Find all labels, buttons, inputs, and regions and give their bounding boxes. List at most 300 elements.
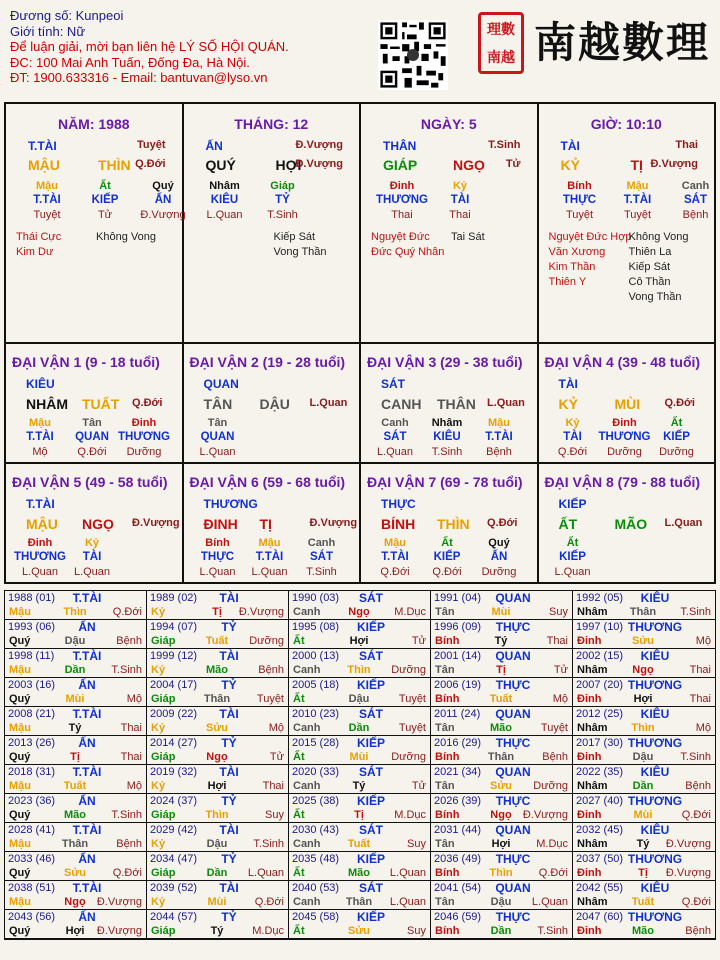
dai-van-chi: MÃO xyxy=(614,516,648,532)
hidden-god: T.TÀI xyxy=(623,194,652,206)
dai-van-chi-god: Đ.Vượng xyxy=(309,517,358,529)
year-god: TÀI xyxy=(219,823,239,837)
hidden-god: THƯƠNG xyxy=(14,551,66,563)
dai-van-chi: DẬU xyxy=(259,396,290,412)
year-cell xyxy=(289,620,431,649)
year-label: 2011 (24) xyxy=(434,708,481,720)
hidden-god: QUAN xyxy=(200,431,235,443)
year-cell xyxy=(431,881,573,910)
year-can: Kỷ xyxy=(151,896,166,908)
year-label: 1990 (03) xyxy=(292,592,340,604)
year-cell xyxy=(147,591,289,620)
year-cell xyxy=(431,794,573,823)
hidden-stem: Canh xyxy=(381,417,409,429)
hidden-god: THƯƠNG xyxy=(598,431,651,443)
year-label: 1992 (05) xyxy=(576,592,624,604)
hidden-god: TÀI xyxy=(82,551,102,563)
year-god: KIẾP xyxy=(356,736,385,750)
year-god: TÀI xyxy=(219,649,239,663)
year-status: Tuyệt xyxy=(398,693,426,705)
year-cell xyxy=(573,591,715,620)
hidden-status: T.Sinh xyxy=(306,566,337,578)
hidden-god: TỶ xyxy=(275,194,290,206)
year-cell xyxy=(573,881,715,910)
dai-van-2 xyxy=(184,344,362,462)
year-status: Tử xyxy=(553,664,568,676)
hidden-stem: Đinh xyxy=(131,417,157,429)
dai-van-chi-god: Q.Đới xyxy=(132,397,163,409)
year-god: TỶ xyxy=(221,852,237,866)
hidden-god: KIÊU xyxy=(433,431,461,443)
hidden-god: KIẾP xyxy=(559,551,586,563)
hidden-status: T.Sinh xyxy=(431,446,463,458)
year-chi: Tuất xyxy=(347,838,371,850)
year-chi: Tị xyxy=(70,751,80,763)
year-chi: Hợi xyxy=(633,693,653,705)
year-can: Nhâm xyxy=(577,780,608,792)
year-status: Tử xyxy=(411,780,426,792)
hidden-stem: Canh xyxy=(681,180,710,192)
year-label: 1988 (01) xyxy=(8,592,56,604)
star-right: Vong Thần xyxy=(628,291,682,303)
year-god: T.TÀI xyxy=(72,823,102,837)
year-status: Suy xyxy=(407,838,426,850)
year-status: T.Sinh xyxy=(111,664,142,676)
pillar-god: T.TÀI xyxy=(28,139,57,153)
year-chi: Tý xyxy=(210,925,224,937)
year-status: M.Dục xyxy=(394,809,426,821)
year-status: Bệnh xyxy=(116,635,142,647)
year-label: 2043 (56) xyxy=(8,911,56,923)
year-label: 2038 (51) xyxy=(8,882,56,894)
year-can: Nhâm xyxy=(577,722,608,734)
hidden-god: T.TÀI xyxy=(26,431,54,443)
year-cell xyxy=(5,678,147,707)
year-god: SÁT xyxy=(359,649,383,663)
year-label: 2009 (22) xyxy=(150,708,198,720)
star-right: Tai Sát xyxy=(451,231,485,243)
pillar-god: ẤN xyxy=(205,139,223,153)
year-status: Tuyệt xyxy=(398,722,426,734)
logo-title: 南越數理 xyxy=(534,18,711,67)
year-god: THƯƠNG xyxy=(627,620,683,634)
year-cell xyxy=(5,591,147,620)
year-god: KIẾP xyxy=(356,910,385,924)
year-status: Mộ xyxy=(552,693,568,705)
pillar-god-status: Thai xyxy=(675,139,698,151)
hidden-god: KIẾP xyxy=(433,551,461,563)
hidden-god: THỰC xyxy=(200,551,235,563)
year-cell xyxy=(431,852,573,881)
year-label: 2044 (57) xyxy=(150,911,198,923)
hidden-stem: Đinh xyxy=(389,180,415,192)
year-chi: Hợi xyxy=(65,925,85,937)
hidden-status: L.Quan xyxy=(554,566,591,578)
star-right: Không Vong xyxy=(96,231,156,243)
hidden-status: Thai xyxy=(449,209,471,221)
hidden-stem: Mậu xyxy=(626,180,649,192)
dai-van-chi-god: Đ.Vượng xyxy=(132,517,180,529)
year-status: Bệnh xyxy=(542,751,568,763)
year-god: ẤN xyxy=(78,794,96,808)
pillar-1 xyxy=(6,104,184,342)
star-right: Thiên La xyxy=(628,246,672,258)
hidden-god: KIẾP xyxy=(91,194,119,206)
dai-van-chi-god: L.Quan xyxy=(487,397,525,409)
year-cell xyxy=(431,591,573,620)
year-label: 2026 (39) xyxy=(434,795,482,807)
year-god: SÁT xyxy=(359,881,383,895)
pillar-chi: TỊ xyxy=(630,157,643,173)
year-can: Tân xyxy=(435,838,455,850)
year-status: Q.Đới xyxy=(112,606,142,618)
year-label: 2040 (53) xyxy=(292,882,340,894)
year-status: Bệnh xyxy=(685,925,711,937)
year-cell xyxy=(147,910,289,939)
year-cell xyxy=(289,910,431,939)
year-label: 2015 (28) xyxy=(292,737,340,749)
year-label: 2033 (46) xyxy=(8,853,56,865)
year-cell xyxy=(147,823,289,852)
year-can: Quý xyxy=(9,751,31,763)
year-label: 2019 (32) xyxy=(150,766,198,778)
year-god: SÁT xyxy=(359,707,383,721)
hidden-god: QUAN xyxy=(75,431,109,443)
year-chi: Thìn xyxy=(63,606,87,618)
year-chi: Sửu xyxy=(63,867,87,879)
year-god: KIÊU xyxy=(640,707,670,721)
hidden-stem: Đinh xyxy=(612,417,637,429)
year-god: THỰC xyxy=(495,736,531,750)
dai-van-chi-god: L.Quan xyxy=(309,397,348,409)
year-label: 2028 (41) xyxy=(8,824,56,836)
year-chi: Mão xyxy=(64,809,86,821)
hidden-stem: Quý xyxy=(152,180,174,192)
year-can: Đinh xyxy=(577,693,602,705)
year-cell xyxy=(147,852,289,881)
star-left: Văn Xương xyxy=(548,246,606,258)
year-status: T.Sinh xyxy=(680,751,711,763)
year-cell xyxy=(289,881,431,910)
year-god: KIÊU xyxy=(640,823,670,837)
year-label: 1989 (02) xyxy=(150,592,198,604)
year-cell xyxy=(147,765,289,794)
star-left: Kim Thần xyxy=(548,261,596,273)
dai-van-can: ẤT xyxy=(558,516,578,532)
year-god: TÀI xyxy=(219,881,239,895)
year-label: 2036 (49) xyxy=(434,853,482,865)
year-cell xyxy=(431,910,573,939)
hidden-status: Q.Đới xyxy=(557,446,588,458)
year-label: 2008 (21) xyxy=(8,708,56,720)
star-left: Thái Cực xyxy=(16,231,62,243)
year-status: Thai xyxy=(262,780,284,792)
year-chi: Thân xyxy=(61,838,89,850)
year-chi: Dậu xyxy=(64,635,86,647)
year-god: T.TÀI xyxy=(72,881,102,895)
year-status: Suy xyxy=(265,809,284,821)
year-label: 2032 (45) xyxy=(576,824,624,836)
year-god: THỰC xyxy=(495,910,531,924)
year-can: Ất xyxy=(293,751,305,763)
year-chi: Thìn xyxy=(205,809,229,821)
year-god: ẤN xyxy=(78,736,96,750)
year-god: TÀI xyxy=(219,707,239,721)
year-chi: Tị xyxy=(638,867,648,879)
year-chi: Dần xyxy=(348,722,370,734)
year-can: Bính xyxy=(435,809,460,821)
year-chi: Ngọ xyxy=(64,896,86,908)
year-cell xyxy=(289,649,431,678)
year-chi: Dần xyxy=(206,867,228,879)
star-right: Kiếp Sát xyxy=(273,231,316,243)
year-cell xyxy=(573,620,715,649)
pillar-chi-god: Tử xyxy=(505,158,521,170)
hidden-god: THỰC xyxy=(562,194,597,206)
year-label: 2010 (23) xyxy=(292,708,340,720)
hidden-god: TÀI xyxy=(563,431,582,443)
year-cell xyxy=(147,736,289,765)
hidden-status: L.Quan xyxy=(206,209,243,221)
year-can: Ất xyxy=(293,693,305,705)
year-status: Thai xyxy=(120,722,142,734)
pillar-title: THÁNG: 12 xyxy=(234,116,309,132)
dai-van-god: KIẾP xyxy=(558,497,587,511)
year-god: KIẾP xyxy=(356,852,385,866)
year-can: Giáp xyxy=(151,925,176,937)
pillar-chi-god: Đ.Vượng xyxy=(295,158,343,170)
year-status: Dưỡng xyxy=(249,635,284,647)
pillar-chi: HỢI xyxy=(275,157,302,173)
dai-van-chi: THÂN xyxy=(437,396,476,412)
year-status: Tuyệt xyxy=(540,722,568,734)
hidden-god: T.TÀI xyxy=(33,194,61,206)
hidden-god: T.TÀI xyxy=(255,551,284,563)
pillar-can: GIÁP xyxy=(383,157,418,173)
year-label: 2000 (13) xyxy=(292,650,340,662)
dai-van-can: ĐINH xyxy=(203,516,238,532)
star-left: Kim Dư xyxy=(16,246,54,258)
year-cell xyxy=(147,678,289,707)
year-can: Quý xyxy=(9,809,31,821)
pillar-god: THÂN xyxy=(383,139,417,153)
hidden-status: T.Sinh xyxy=(267,209,298,221)
hidden-god: T.TÀI xyxy=(485,431,513,443)
year-cell xyxy=(147,620,289,649)
year-can: Quý xyxy=(9,635,31,647)
year-cell xyxy=(5,765,147,794)
dai-van-god: QUAN xyxy=(203,377,239,391)
year-chi: Thân xyxy=(203,693,231,705)
year-status: Mộ xyxy=(126,693,142,705)
year-god: QUAN xyxy=(495,649,531,663)
year-can: Kỷ xyxy=(151,838,166,850)
year-chi: Ngọ xyxy=(490,809,512,821)
year-label: 2023 (36) xyxy=(8,795,56,807)
hidden-stem: Giáp xyxy=(270,180,295,192)
year-god: QUAN xyxy=(495,591,531,605)
year-cell xyxy=(573,707,715,736)
year-god: ẤN xyxy=(78,910,96,924)
pillar-can: QUÝ xyxy=(205,157,236,173)
hidden-stem: Canh xyxy=(307,537,336,549)
pillar-title: NĂM: 1988 xyxy=(57,116,130,132)
dai-van-3 xyxy=(361,344,539,462)
year-god: KIẾP xyxy=(356,794,385,808)
year-god: TỶ xyxy=(221,620,237,634)
year-can: Ất xyxy=(293,635,305,647)
dai-van-god: KIÊU xyxy=(26,377,55,391)
year-can: Đinh xyxy=(577,751,602,763)
year-cell xyxy=(5,852,147,881)
year-god: SÁT xyxy=(359,591,383,605)
gender: Giới tính: Nữ xyxy=(10,23,86,39)
year-chi: Tuất xyxy=(631,896,655,908)
hidden-stem: Nhâm xyxy=(431,417,463,429)
year-chi: Sửu xyxy=(631,635,655,647)
year-can: Bính xyxy=(435,925,460,937)
year-chi: Thân xyxy=(629,606,657,618)
year-status: L.Quan xyxy=(531,896,568,908)
pillars-row xyxy=(6,104,714,344)
hidden-stem: Đinh xyxy=(27,537,53,549)
dai-van-4 xyxy=(539,344,715,462)
hidden-god: KIÊU xyxy=(210,194,239,206)
dai-van-1 xyxy=(6,344,184,462)
year-god: TÀI xyxy=(219,591,239,605)
dai-van-can: BÍNH xyxy=(381,516,416,532)
year-can: Ất xyxy=(293,925,305,937)
year-can: Bính xyxy=(435,867,460,879)
hidden-status: Thai xyxy=(391,209,413,221)
hidden-god: SÁT xyxy=(383,431,407,443)
year-label: 2016 (29) xyxy=(434,737,482,749)
year-label: 1991 (04) xyxy=(434,592,482,604)
year-can: Kỷ xyxy=(151,664,166,676)
year-god: THỰC xyxy=(495,794,531,808)
header-info xyxy=(10,8,370,86)
year-can: Giáp xyxy=(151,635,176,647)
year-status: Đ.Vượng xyxy=(665,838,711,850)
year-can: Canh xyxy=(293,664,321,676)
year-cell xyxy=(5,794,147,823)
year-god: KIÊU xyxy=(640,765,670,779)
year-can: Kỷ xyxy=(151,780,166,792)
year-can: Quý xyxy=(9,693,31,705)
pillar-title: NGÀY: 5 xyxy=(420,116,477,132)
year-cell xyxy=(289,852,431,881)
year-label: 2003 (16) xyxy=(8,679,56,691)
year-label: 1998 (11) xyxy=(8,650,55,662)
year-cell xyxy=(147,881,289,910)
star-right: Không Vong xyxy=(628,231,689,243)
year-status: Dưỡng xyxy=(533,780,568,792)
year-cell xyxy=(573,852,715,881)
dai-van-chi: MÙI xyxy=(614,396,641,412)
year-can: Đinh xyxy=(577,635,602,647)
year-chi: Thìn xyxy=(631,722,655,734)
year-label: 2012 (25) xyxy=(576,708,624,720)
dai-van-title: ĐẠI VẬN 7 (69 - 78 tuổi) xyxy=(367,474,523,490)
year-status: Suy xyxy=(549,606,568,618)
year-cell xyxy=(5,707,147,736)
dai-van-god: THƯƠNG xyxy=(203,497,258,511)
year-god: KIÊU xyxy=(640,591,670,605)
hidden-god: ẤN xyxy=(154,194,172,206)
year-can: Giáp xyxy=(151,751,176,763)
year-status: Thai xyxy=(689,693,711,705)
dai-van-chi: THÌN xyxy=(437,516,470,532)
year-label: 2029 (42) xyxy=(150,824,198,836)
year-status: Mộ xyxy=(268,722,284,734)
year-chi: Thân xyxy=(345,896,373,908)
seal-stamp: 理數 南越 xyxy=(478,12,524,74)
hidden-stem: Mậu xyxy=(384,537,406,549)
year-can: Đinh xyxy=(577,925,602,937)
year-status: T.Sinh xyxy=(680,606,711,618)
star-right: Cô Thần xyxy=(628,276,671,288)
year-chi: Thân xyxy=(487,751,515,763)
year-god: T.TÀI xyxy=(72,765,102,779)
year-status: M.Dục xyxy=(536,838,568,850)
year-can: Giáp xyxy=(151,693,176,705)
year-god: THƯƠNG xyxy=(627,736,683,750)
hidden-status: Bệnh xyxy=(486,446,512,458)
year-label: 2030 (43) xyxy=(292,824,340,836)
year-cell xyxy=(573,736,715,765)
dai-van-6 xyxy=(184,464,362,582)
year-label: 2014 (27) xyxy=(150,737,198,749)
hidden-status: Mộ xyxy=(32,446,48,458)
year-god: KIẾP xyxy=(356,678,385,692)
year-can: Tân xyxy=(435,722,455,734)
year-god: T.TÀI xyxy=(72,649,102,663)
year-cell xyxy=(431,823,573,852)
year-can: Tân xyxy=(435,664,455,676)
year-god: T.TÀI xyxy=(72,707,102,721)
year-status: Đ.Vượng xyxy=(96,925,142,937)
hidden-stem: Kỷ xyxy=(84,537,100,549)
hidden-stem: Mậu xyxy=(29,417,51,429)
dai-van-chi-god: Q.Đới xyxy=(487,517,518,529)
hidden-status: L.Quan xyxy=(251,566,288,578)
year-cell xyxy=(573,823,715,852)
year-cell xyxy=(5,649,147,678)
year-can: Ất xyxy=(293,809,305,821)
dai-van-god: T.TÀI xyxy=(26,497,55,511)
year-status: Thai xyxy=(689,664,711,676)
hidden-status: Tuyệt xyxy=(623,209,652,221)
year-label: 2022 (35) xyxy=(576,766,624,778)
year-god: SÁT xyxy=(359,823,383,837)
pillar-chi: NGỌ xyxy=(453,157,485,173)
hidden-god: T.TÀI xyxy=(381,551,409,563)
year-cell xyxy=(147,649,289,678)
year-cell xyxy=(5,823,147,852)
year-chi: Tuất xyxy=(205,635,229,647)
year-chi: Mão xyxy=(206,664,228,676)
year-label: 2037 (50) xyxy=(576,853,624,865)
dai-van-can: MẬU xyxy=(26,516,58,532)
year-chi: Ngọ xyxy=(206,751,228,763)
year-status: T.Sinh xyxy=(537,925,568,937)
dai-van-god: THỰC xyxy=(381,497,416,511)
year-cell xyxy=(431,736,573,765)
year-cell xyxy=(289,823,431,852)
dai-van-5 xyxy=(6,464,184,582)
year-label: 2035 (48) xyxy=(292,853,340,865)
hidden-god: SÁT xyxy=(684,194,707,206)
